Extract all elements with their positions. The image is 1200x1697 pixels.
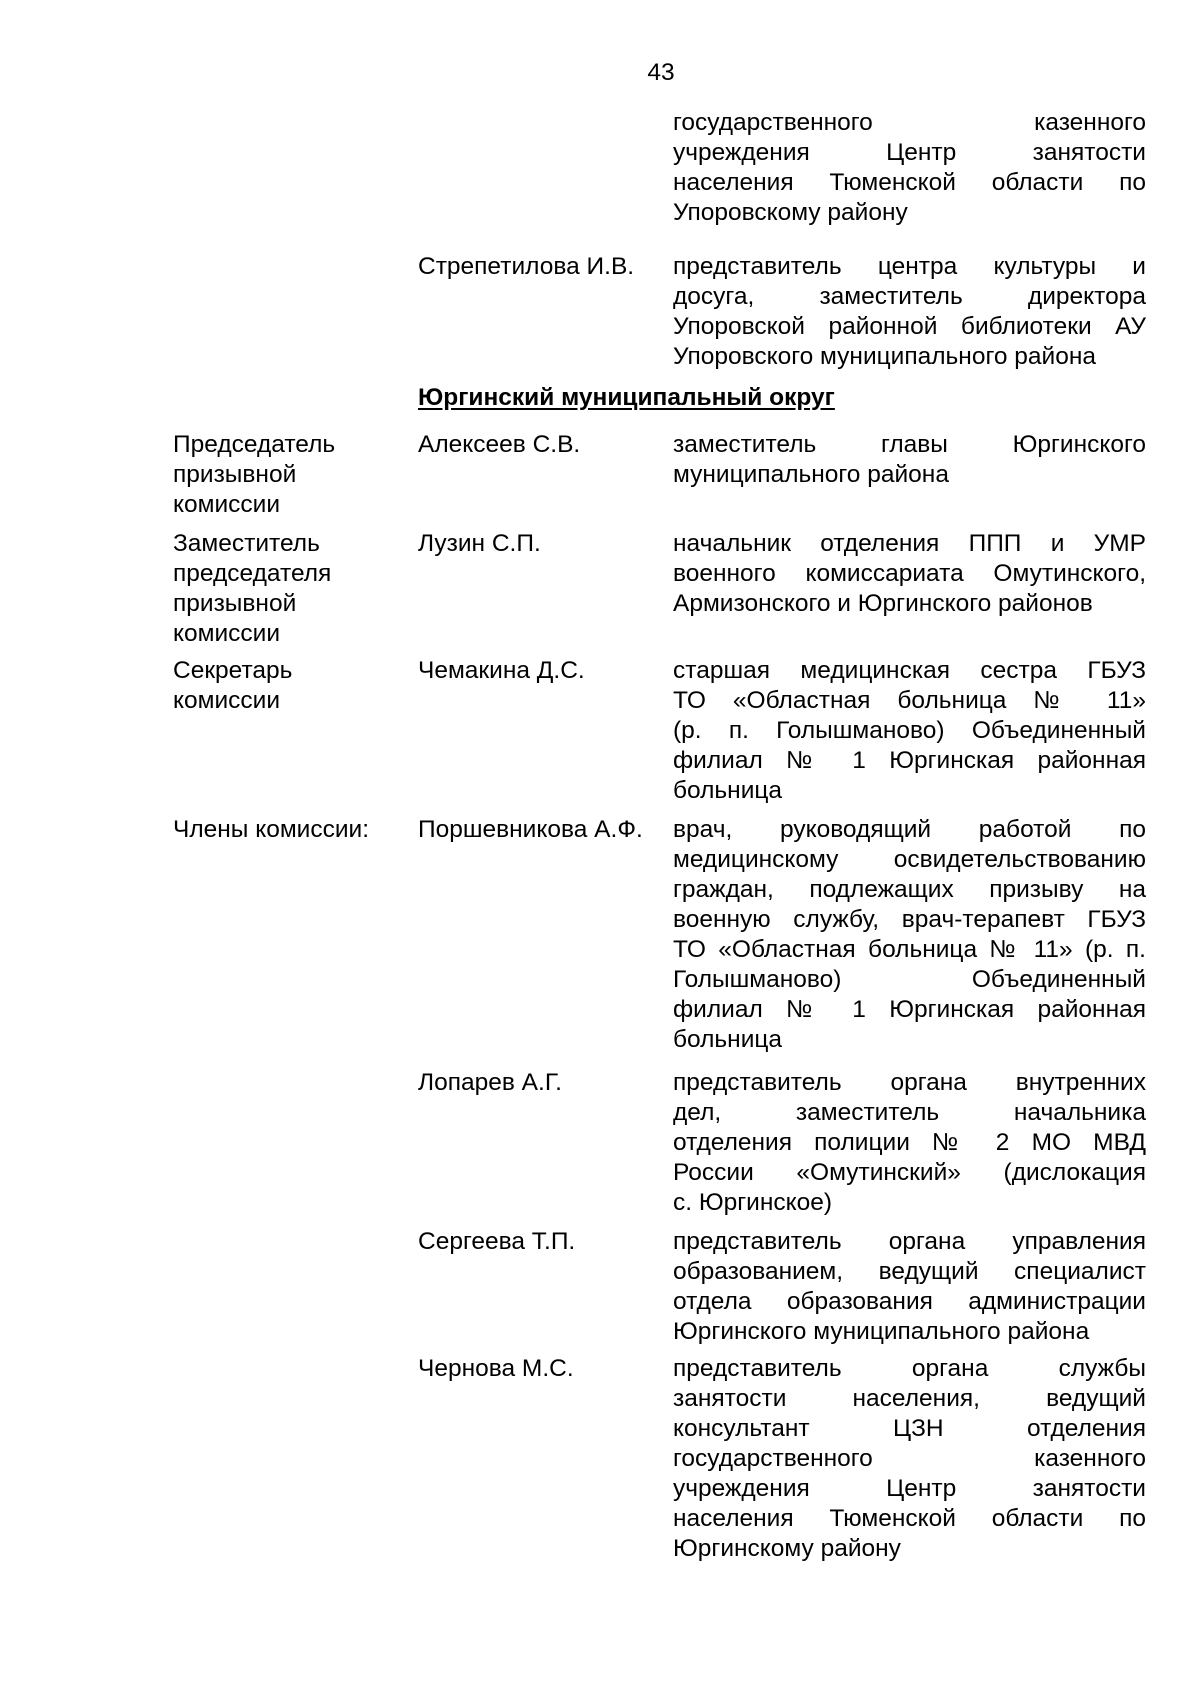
role-line: комиссии [173,620,281,647]
description-line: Упоровской районной библиотеки АУ [673,313,1146,340]
role-line: Члены комиссии: [173,816,370,843]
description-line: Упоровскому району [673,199,908,226]
description-line: государственного казенного [673,109,1146,136]
description-line: Юргинского муниципального района [673,1318,1090,1345]
member-description [673,252,1146,372]
description-line: начальник отделения ППП и УМР [673,530,1146,557]
description-line: занятости населения, ведущий [673,1385,1146,1412]
description-line: больница [673,777,783,804]
description-line: Армизонского и Юргинского районов [673,590,1093,617]
description-line: дел, заместитель начальника [673,1099,1146,1126]
role-label [173,815,403,845]
description-line: филиал № 1 Юргинская районная [673,747,1146,774]
member-name: Чернова М.С. [418,1355,574,1382]
description-line: старшая медицинская сестра ГБУЗ [673,657,1146,684]
description-line: ТО «Областная больница № 11» (р. п. [673,936,1146,963]
description-line: учреждения Центр занятости [673,1475,1146,1502]
description-line: с. Юргинское) [673,1189,833,1216]
description-line: Упоровского муниципального района [673,343,1097,370]
member-description [673,1068,1146,1218]
role-label [173,656,403,716]
description-line: представитель органа службы [673,1355,1146,1382]
description-line: представитель органа внутренних [673,1069,1146,1096]
description-line: Юргинскому району [673,1535,901,1562]
description-line: населения Тюменской области по [673,169,1146,196]
role-line: председателя [173,560,332,587]
role-line: Секретарь [173,657,293,684]
member-name: Чемакина Д.С. [418,657,585,684]
description-line: представитель органа управления [673,1228,1146,1255]
role-label [173,529,403,649]
description-line: медицинскому освидетельствованию [673,846,1146,873]
member-name: Стрепетилова И.В. [418,253,635,280]
description-line: представитель центра культуры и [673,253,1146,280]
continued-member-description-1 [673,108,1146,228]
description-line: ТО «Областная больница № 11» [673,687,1146,714]
description-line: государственного казенного [673,1445,1146,1472]
role-line: комиссии [173,687,281,714]
member-name: Алексеев С.В. [418,431,581,458]
section-title: Юргинский муниципальный округ [418,384,835,411]
description-line: отдела образования администрации [673,1288,1146,1315]
member-description [673,1227,1146,1347]
description-line: заместитель главы Юргинского [673,431,1146,458]
role-line: призывной [173,590,297,617]
description-line: военного комиссариата Омутинского, [673,560,1146,587]
description-line: (р. п. Голышманово) Объединенный [673,717,1146,744]
member-description [673,430,1146,490]
member-name: Сергеева Т.П. [418,1228,576,1255]
member-description [673,815,1146,1055]
role-line: комиссии [173,491,281,518]
description-line: военную службу, врач-терапевт ГБУЗ [673,906,1146,933]
member-name: Лузин С.П. [418,530,541,557]
description-line: врач, руководящий работой по [673,816,1146,843]
role-line: призывной [173,461,297,488]
member-description [673,1354,1146,1564]
description-line: Голышманово) Объединенный [673,966,1146,993]
role-line: Председатель [173,431,336,458]
role-line: Заместитель [173,530,320,557]
description-line: образованием, ведущий специалист [673,1258,1146,1285]
role-label [173,430,403,520]
description-line: филиал № 1 Юргинская районная [673,996,1146,1023]
member-name: Поршевникова А.Ф. [418,816,643,843]
member-name: Лопарев А.Г. [418,1069,562,1096]
description-line: муниципального района [673,461,949,488]
description-line: досуга, заместитель директора [673,283,1146,310]
description-line: отделения полиции № 2 МО МВД [673,1129,1146,1156]
description-line: населения Тюменской области по [673,1505,1146,1532]
member-description [673,529,1146,619]
description-line: консультант ЦЗН отделения [673,1415,1146,1442]
description-line: граждан, подлежащих призыву на [673,876,1146,903]
description-line: учреждения Центр занятости [673,139,1146,166]
page-number: 43 [647,59,675,86]
description-line: России «Омутинский» (дислокация [673,1159,1146,1186]
description-line: больница [673,1026,783,1053]
member-description [673,656,1146,806]
